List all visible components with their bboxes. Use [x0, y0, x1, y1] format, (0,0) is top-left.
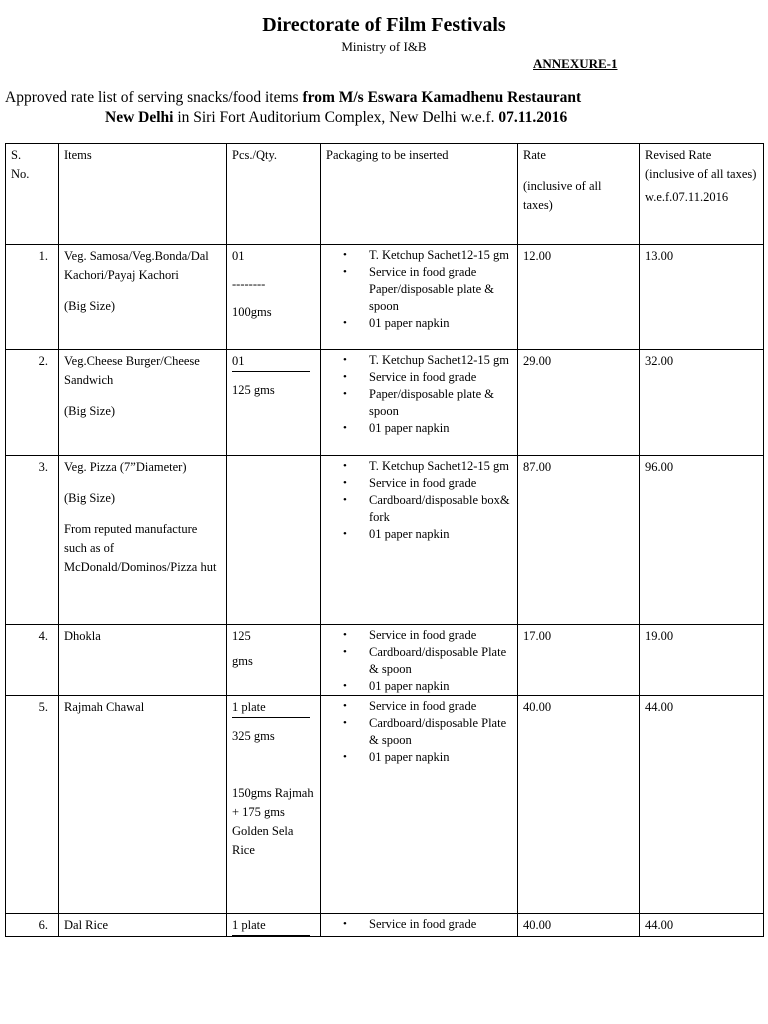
row-packaging [321, 350, 518, 456]
packaging-item: • Service in food grade Paper/disposable plate & spoon [369, 264, 512, 315]
row-qty [227, 245, 321, 350]
header-rate-note: (inclusive of all taxes) [523, 179, 602, 212]
table-row [6, 456, 764, 625]
packaging-item: • 01 paper napkin [369, 526, 512, 543]
row-rate: 40.00 [518, 914, 640, 937]
row-revised-rate: 96.00 [640, 456, 764, 625]
row-packaging [321, 914, 518, 937]
qty-text: 100gms [232, 305, 272, 319]
row-item: Dal Rice [59, 914, 227, 937]
qty-text: 01 [232, 249, 245, 263]
qty-text [232, 698, 315, 718]
item-text: (Big Size) [64, 299, 116, 313]
row-sno: 5. [6, 696, 59, 914]
qty-text: 125 [232, 629, 251, 643]
row-revised-rate: 13.00 [640, 245, 764, 350]
packaging-item: • Cardboard/disposable box& fork [369, 492, 512, 526]
table-row [6, 914, 764, 937]
row-item: Rajmah Chawal [59, 696, 227, 914]
packaging-item: • 01 paper napkin [369, 315, 512, 332]
row-qty [227, 696, 321, 914]
packaging-item: • Service in food grade [369, 369, 512, 386]
header-sno-line1: S. [11, 148, 22, 162]
qty-text: -------- [232, 277, 266, 291]
row-revised-rate: 44.00 [640, 914, 764, 937]
row-qty [227, 625, 321, 696]
packaging-item: • Paper/disposable plate & spoon [369, 386, 512, 420]
header-revised-rate [640, 144, 764, 245]
packaging-item: • T. Ketchup Sachet12-15 gm [369, 247, 512, 264]
row-item [59, 456, 227, 625]
header-rate-label: Rate [523, 148, 546, 162]
item-text: From reputed manufacture such as of McDonald/Dominos/Pizza hut [64, 522, 217, 574]
row-item: Dhokla [59, 625, 227, 696]
row-rate: 17.00 [518, 625, 640, 696]
row-packaging [321, 456, 518, 625]
item-text: Veg. Pizza (7”Diameter) [64, 460, 187, 474]
packaging-item: • Cardboard/disposable Plate & spoon [369, 644, 512, 678]
row-sno: 1. [6, 245, 59, 350]
header-revised-label: Revised Rate (inclusive of all taxes) [645, 148, 757, 181]
row-rate: 12.00 [518, 245, 640, 350]
row-revised-rate: 19.00 [640, 625, 764, 696]
packaging-item: • T. Ketchup Sachet12-15 gm [369, 352, 512, 369]
row-packaging [321, 625, 518, 696]
row-packaging [321, 245, 518, 350]
table-row [6, 245, 764, 350]
row-qty [227, 456, 321, 625]
qty-text-underlined: 01 [232, 352, 310, 372]
qty-text-underlined: 1 plate [232, 698, 310, 718]
row-sno: 2. [6, 350, 59, 456]
row-packaging [321, 696, 518, 914]
header-sno [6, 144, 59, 245]
packaging-item: • Service in food grade [369, 698, 512, 715]
row-sno: 4. [6, 625, 59, 696]
row-rate: 87.00 [518, 456, 640, 625]
row-qty [227, 914, 321, 937]
rate-list-heading-line1 [5, 89, 581, 107]
heading-restaurant: from M/s Eswara Kamadhenu Restaurant [302, 89, 582, 106]
header-packaging: Packaging to be inserted [321, 144, 518, 245]
packaging-item: • Service in food grade [369, 916, 512, 933]
heading-date: 07.11.2016 [498, 109, 568, 126]
row-rate: 40.00 [518, 696, 640, 914]
table-row [6, 696, 764, 914]
heading-location: in Siri Fort Auditorium Complex, New Delhi w.e.f. [173, 109, 499, 126]
table-row [6, 625, 764, 696]
item-text: (Big Size) [64, 404, 116, 418]
packaging-item: • 01 paper napkin [369, 420, 512, 437]
page-title: Directorate of Film Festivals [262, 14, 506, 36]
row-rate: 29.00 [518, 350, 640, 456]
qty-text: gms [232, 654, 253, 668]
packaging-item: • Cardboard/disposable Plate & spoon [369, 715, 512, 749]
packaging-item: • T. Ketchup Sachet12-15 gm [369, 458, 512, 475]
rate-table [5, 143, 764, 937]
item-text: (Big Size) [64, 491, 116, 505]
header-revised-date: w.e.f.07.11.2016 [645, 190, 729, 204]
packaging-item: • 01 paper napkin [369, 678, 512, 695]
qty-text [232, 352, 315, 372]
qty-text: 125 gms [232, 383, 275, 397]
item-text: Veg.Cheese Burger/Cheese Sandwich [64, 354, 200, 387]
item-text: Veg. Samosa/Veg.Bonda/Dal Kachori/Payaj Kachori [64, 249, 209, 282]
header-items: Items [59, 144, 227, 245]
row-revised-rate: 32.00 [640, 350, 764, 456]
table-row [6, 350, 764, 456]
heading-city: New Delhi [105, 109, 174, 126]
row-qty [227, 350, 321, 456]
header-rate [518, 144, 640, 245]
packaging-item: • Service in food grade [369, 475, 512, 492]
row-sno: 3. [6, 456, 59, 625]
qty-text-underlined: 1 plate [232, 916, 310, 936]
row-revised-rate: 44.00 [640, 696, 764, 914]
ministry-subtitle: Ministry of I&B [341, 39, 427, 54]
header-sno-line2: No. [11, 167, 30, 181]
row-item [59, 350, 227, 456]
packaging-item: • Service in food grade [369, 627, 512, 644]
packaging-item: • 01 paper napkin [369, 749, 512, 766]
row-sno: 6. [6, 914, 59, 937]
annexure-label: ANNEXURE-1 [533, 56, 618, 71]
qty-text: 150gms Rajmah + 175 gms Golden Sela Rice [232, 786, 314, 857]
heading-text: Approved rate list of serving snacks/food items [5, 89, 303, 106]
row-item [59, 245, 227, 350]
table-header-row [6, 144, 764, 245]
header-qty: Pcs./Qty. [227, 144, 321, 245]
qty-text: 325 gms [232, 729, 275, 743]
rate-list-heading-line2 [105, 109, 567, 127]
